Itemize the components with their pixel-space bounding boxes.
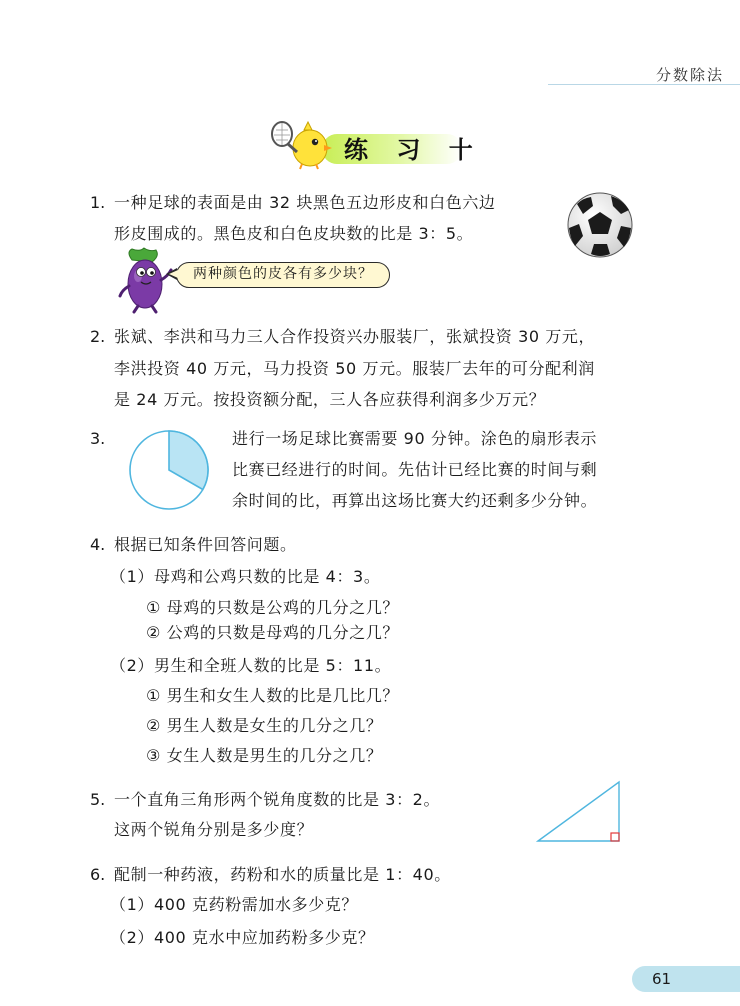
problem-5-number: 5. bbox=[90, 790, 106, 809]
tennis-chick-icon bbox=[270, 118, 340, 170]
problem-2-number: 2. bbox=[90, 327, 106, 346]
problem-4-number: 4. bbox=[90, 535, 106, 554]
problem-2-line-2: 李洪投资 40 万元，马力投资 50 万元。服装厂去年的可分配利润 bbox=[114, 359, 595, 378]
problem-4-part-2: （2）男生和全班人数的比是 5：11。 bbox=[110, 656, 392, 675]
problem-4-part-2-q2: ② 男生人数是女生的几分之几？ bbox=[146, 716, 383, 735]
problem-2-line-1: 张斌、李洪和马力三人合作投资兴办服装厂，张斌投资 30 万元， bbox=[114, 327, 596, 346]
problem-4-part-1: （1）母鸡和公鸡只数的比是 4：3。 bbox=[110, 567, 381, 586]
problem-3-line-1: 进行一场足球比赛需要 90 分钟。涂色的扇形表示 bbox=[232, 429, 597, 448]
pie-chart-icon bbox=[128, 429, 210, 511]
header-divider bbox=[548, 84, 740, 85]
problem-4-part-2-q1: ① 男生和女生人数的比是几比几？ bbox=[146, 686, 400, 705]
exercise-title: 练 习 十 bbox=[344, 136, 483, 164]
problem-6-intro: 配制一种药液，药粉和水的质量比是 1：40。 bbox=[114, 865, 451, 884]
problem-4-part-1-q1: ① 母鸡的只数是公鸡的几分之几？ bbox=[146, 598, 400, 617]
soccer-ball-icon bbox=[567, 192, 633, 258]
right-triangle-icon bbox=[536, 780, 624, 844]
problem-4-intro: 根据已知条件回答问题。 bbox=[114, 535, 297, 554]
problem-1-number: 1. bbox=[90, 193, 106, 212]
chapter-title: 分数除法 bbox=[655, 66, 724, 84]
problem-3-number: 3. bbox=[90, 429, 106, 448]
problem-1-line-2: 形皮围成的。黑色皮和白色皮块数的比是 3：5。 bbox=[114, 224, 474, 243]
problem-1-line-1: 一种足球的表面是由 32 块黑色五边形皮和白色六边 bbox=[114, 193, 496, 212]
speech-bubble: 两种颜色的皮各有多少块？ bbox=[176, 262, 390, 288]
problem-3-line-2: 比赛已经进行的时间。先估计已经比赛的时间与剩 bbox=[232, 460, 598, 479]
eggplant-mascot-icon bbox=[114, 246, 176, 314]
page-number: 61 bbox=[632, 966, 740, 992]
problem-3-line-3: 余时间的比，再算出这场比赛大约还剩多少分钟。 bbox=[232, 491, 598, 510]
problem-6-number: 6. bbox=[90, 865, 106, 884]
problem-6-part-2: （2）400 克水中应加药粉多少克？ bbox=[110, 928, 375, 947]
speech-bubble-tail-inner bbox=[169, 270, 178, 278]
problem-5-line-1: 一个直角三角形两个锐角度数的比是 3：2。 bbox=[114, 790, 441, 809]
problem-6-part-1: （1）400 克药粉需加水多少克？ bbox=[110, 895, 359, 914]
problem-2-line-3: 是 24 万元。按投资额分配，三人各应获得利润多少万元？ bbox=[114, 390, 546, 409]
problem-4-part-1-q2: ② 公鸡的只数是母鸡的几分之几？ bbox=[146, 623, 400, 642]
problem-5-line-2: 这两个锐角分别是多少度？ bbox=[114, 820, 314, 839]
problem-4-part-2-q3: ③ 女生人数是男生的几分之几？ bbox=[146, 746, 383, 765]
